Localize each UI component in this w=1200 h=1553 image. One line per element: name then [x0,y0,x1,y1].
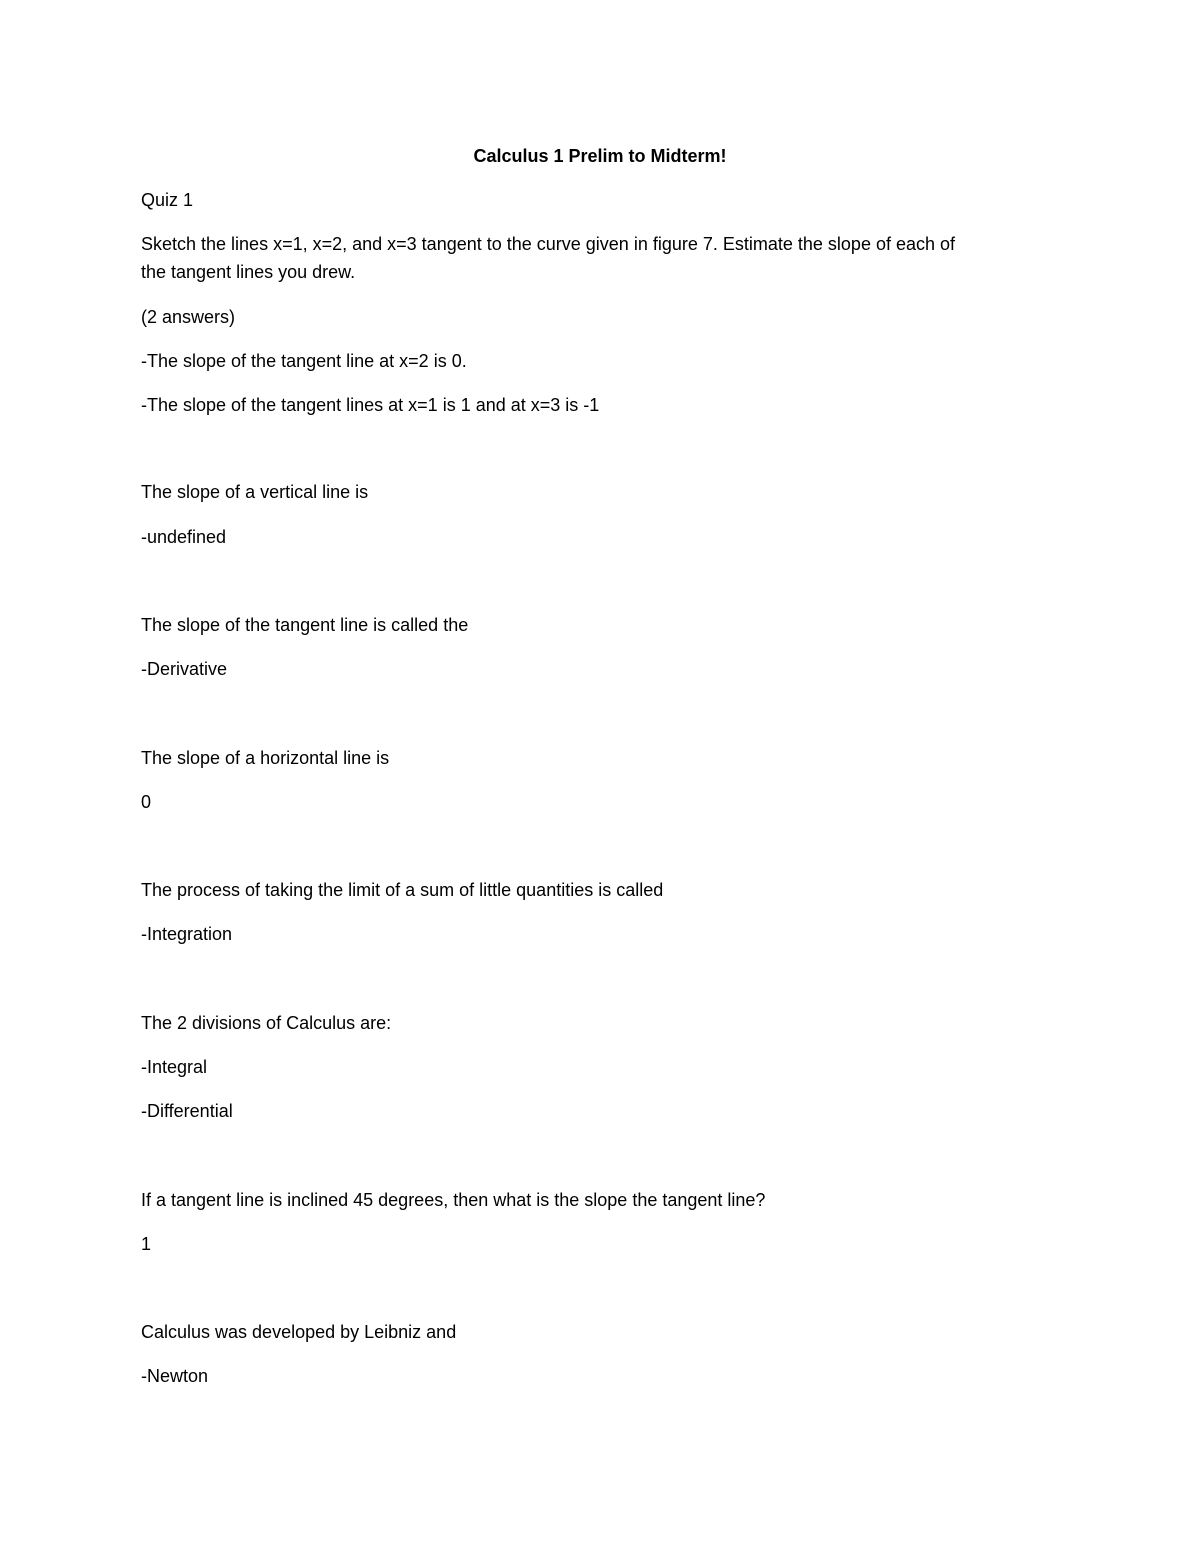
q1-text-line1: Sketch the lines x=1, x=2, and x=3 tangent to the curve given in figure 7. Estimate the slope of each of [141,234,956,254]
q1-text-line2: the tangent lines you drew. [141,262,356,282]
q7-question: If a tangent line is inclined 45 degrees, then what is the slope the tangent line? [141,1190,766,1210]
q4-question: The slope of a horizontal line is [141,748,390,768]
q6-question: The 2 divisions of Calculus are: [141,1013,392,1033]
q4-answer: 0 [141,792,152,812]
q3-answer: -Derivative [141,659,228,679]
q6-answer2: -Differential [141,1101,233,1121]
document-title: Calculus 1 Prelim to Midterm! [473,146,727,166]
q7-answer: 1 [141,1234,152,1254]
q3-question: The slope of the tangent line is called the [141,615,469,635]
q1-answer1: -The slope of the tangent line at x=2 is 0. [141,351,467,371]
quiz-label: Quiz 1 [141,190,194,210]
q6-answer1: -Integral [141,1057,208,1077]
q2-answer: -undefined [141,527,227,547]
q5-question: The process of taking the limit of a sum of little quantities is called [141,880,664,900]
q5-answer: -Integration [141,924,233,944]
q8-question: Calculus was developed by Leibniz and [141,1322,457,1342]
q2-question: The slope of a vertical line is [141,482,369,502]
q1-answer2: -The slope of the tangent lines at x=1 is 1 and at x=3 is -1 [141,395,600,415]
q8-answer: -Newton [141,1366,209,1386]
q1-note: (2 answers) [141,307,236,327]
